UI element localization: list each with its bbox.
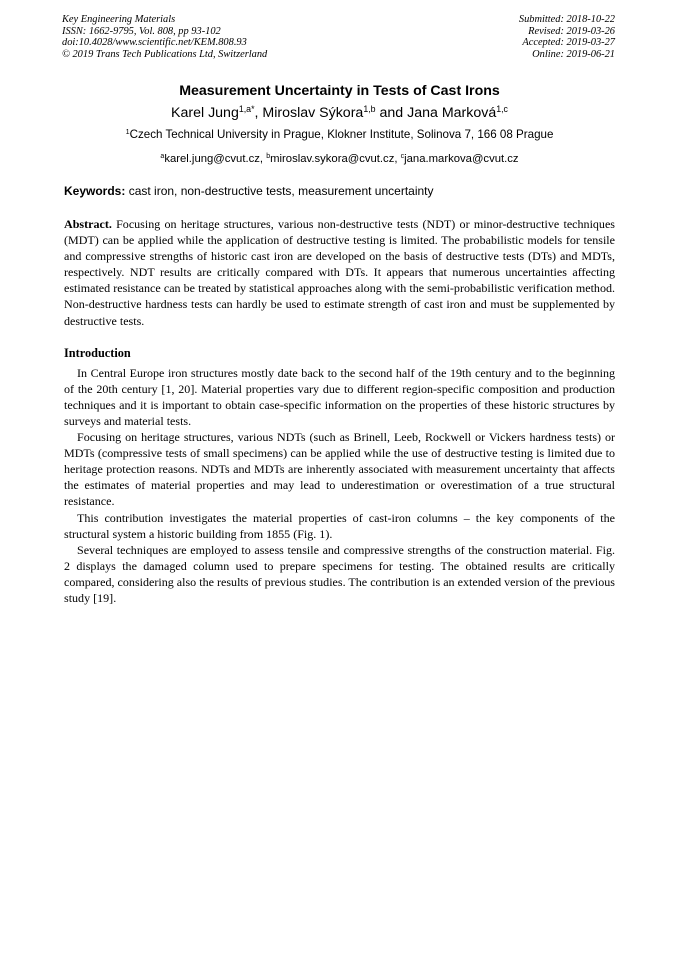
author-affiliation-mark: 1,c bbox=[496, 104, 508, 115]
journal-issn: ISSN: 1662-9795, Vol. 808, pp 93-102 bbox=[62, 25, 221, 37]
author-name: Jana Marková bbox=[407, 105, 497, 121]
date-revised: Revised: 2019-03-26 bbox=[528, 25, 615, 37]
email-list bbox=[64, 151, 615, 167]
author-affiliation-mark: 1,b bbox=[363, 104, 376, 115]
email-mark: c bbox=[400, 153, 405, 161]
abstract-text: Focusing on heritage structures, various non-destructive tests (NDT) or minor-destructive techniques (MDT) can be applied while the application of destructive testing is limited. The probabilistic models for tensile and compressive strengths of historic cast iron are developed on the basis of destructive tests (DTs) and MDTs, respectively. NDT results are critically compared with DTs. It appears that numerous uncertainties affecting estimated resistance can be treated by statistical approaches along with the semi-probabilistic verification method. Non-destructive hardness tests can hardly be used to estimate strength of cast iron and must be supplemented by destructive tests. bbox=[64, 217, 615, 328]
affiliation bbox=[64, 127, 615, 143]
keywords-label: Keywords: bbox=[64, 184, 126, 198]
email-mark: a bbox=[160, 153, 165, 161]
affiliation-mark: 1 bbox=[125, 127, 130, 137]
email-address: jana.markova@cvut.cz bbox=[404, 153, 519, 165]
affiliation-text: Czech Technical University in Prague, Klokner Institute, Solinova 7, 166 08 Prague bbox=[129, 128, 554, 141]
body-paragraph: Several techniques are employed to assess tensile and compressive strengths of the construction material. Fig. 2 displays the damaged column used to prepare specimens for testing. The obtained results are critically compared, considering also the results of previous studies. The contribution is an extended version of the previous study [19]. bbox=[64, 542, 615, 605]
paper-title: Measurement Uncertainty in Tests of Cast Irons bbox=[179, 83, 500, 99]
author-affiliation-mark: 1,a* bbox=[238, 104, 255, 115]
body-paragraph: This contribution investigates the material properties of cast-iron columns – the key components of the structural system a historic building from 1855 (Fig. 1). bbox=[64, 510, 615, 541]
email-address: miroslav.sykora@cvut.cz bbox=[270, 153, 395, 165]
keywords-text: cast iron, non-destructive tests, measurement uncertainty bbox=[125, 184, 434, 198]
body-paragraph: In Central Europe iron structures mostly date back to the second half of the 19th century and to the beginning of the 20th century [1, 20]. Material properties vary due to different region-specific composition and production techniques and it is important to obtain case-specific information on the properties of these historic structures by surveys and material tests. bbox=[64, 365, 615, 428]
paper-page bbox=[64, 14, 615, 606]
email-separator: , bbox=[394, 153, 401, 165]
abstract-label: Abstract. bbox=[64, 217, 112, 231]
journal-doi: doi:10.4028/www.scientific.net/KEM.808.93 bbox=[62, 37, 247, 49]
email-separator: , bbox=[259, 153, 267, 165]
author-name: Miroslav Sýkora bbox=[262, 105, 364, 121]
date-online: Online: 2019-06-21 bbox=[532, 48, 615, 60]
journal-info bbox=[62, 14, 267, 60]
author-name: Karel Jung bbox=[171, 105, 239, 121]
journal-copyright: © 2019 Trans Tech Publications Ltd, Switzerland bbox=[62, 48, 268, 60]
author-separator: , bbox=[254, 105, 263, 121]
date-submitted: Submitted: 2018-10-22 bbox=[518, 14, 615, 25]
date-accepted: Accepted: 2019-03-27 bbox=[522, 37, 615, 49]
journal-header bbox=[64, 14, 615, 62]
author-separator: and bbox=[375, 105, 408, 121]
abstract bbox=[64, 216, 615, 329]
journal-name: Key Engineering Materials bbox=[62, 14, 176, 25]
body-paragraph: Focusing on heritage structures, various NDTs (such as Brinell, Leeb, Rockwell or Vickers hardness tests) or MDTs (compressive tests of small specimens) can be applied while the use of destructive testing is limited due to heritage protection reasons. NDTs and MDTs are inherently associated with measurement uncertainty that affects the estimates of material properties and may lead to underestimation or overestimation of a true structural resistance. bbox=[64, 430, 615, 509]
submission-dates bbox=[519, 14, 615, 60]
author-list bbox=[64, 103, 615, 123]
keywords bbox=[64, 183, 615, 199]
section-heading-introduction: Introduction bbox=[64, 345, 131, 360]
email-address: karel.jung@cvut.cz bbox=[164, 153, 260, 165]
email-mark: b bbox=[266, 153, 271, 161]
